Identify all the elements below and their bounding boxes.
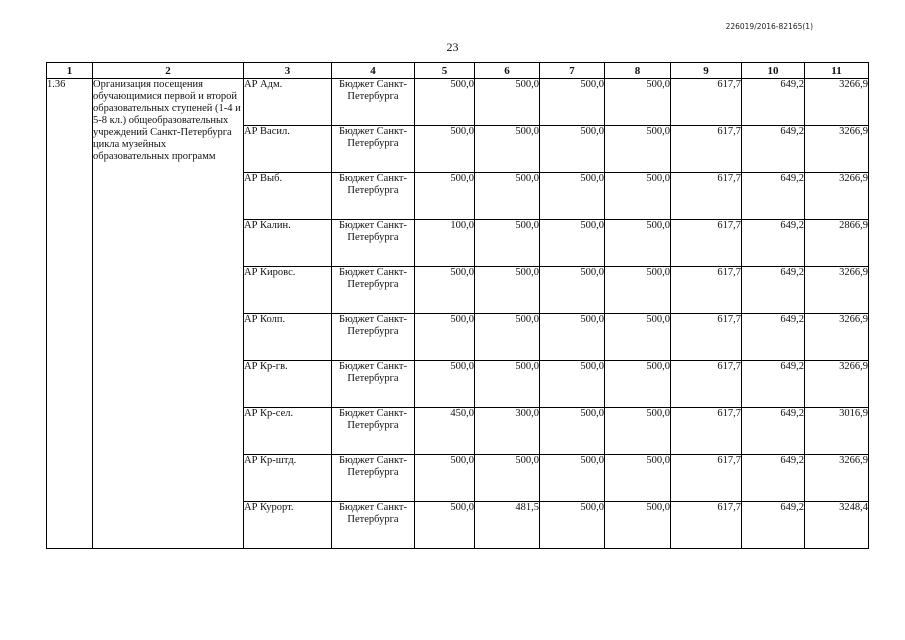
table-row <box>47 79 869 126</box>
value-col-10: 649,2 <box>742 314 805 361</box>
value-col-11-total: 3266,9 <box>805 455 869 502</box>
item-description: Организация посещения обучающимися первой и второй образовательных ступеней (1-4 и 5-8 кл.) общеобразовательных учреждений Санкт-Петербурга цикла музейных образовательных программ <box>93 79 244 549</box>
column-header-1: 1 <box>47 63 93 79</box>
column-header-5: 5 <box>415 63 475 79</box>
org-cell: АР Кр-штд. <box>244 455 332 502</box>
value-col-8: 500,0 <box>605 361 671 408</box>
value-col-9: 617,7 <box>671 314 742 361</box>
source-cell: Бюджет Санкт-Петербурга <box>332 455 415 502</box>
value-col-7: 500,0 <box>540 79 605 126</box>
value-col-9: 617,7 <box>671 79 742 126</box>
value-col-8: 500,0 <box>605 126 671 173</box>
value-col-5: 100,0 <box>415 220 475 267</box>
value-col-6: 500,0 <box>475 79 540 126</box>
value-col-10: 649,2 <box>742 220 805 267</box>
source-cell: Бюджет Санкт-Петербурга <box>332 79 415 126</box>
value-col-6: 500,0 <box>475 173 540 220</box>
value-col-9: 617,7 <box>671 455 742 502</box>
value-col-11-total: 3266,9 <box>805 79 869 126</box>
value-col-9: 617,7 <box>671 126 742 173</box>
value-col-5: 500,0 <box>415 173 475 220</box>
value-col-11-total: 3266,9 <box>805 126 869 173</box>
item-number: 1.36 <box>47 79 93 549</box>
value-col-11-total: 3016,9 <box>805 408 869 455</box>
value-col-10: 649,2 <box>742 361 805 408</box>
column-header-9: 9 <box>671 63 742 79</box>
source-cell: Бюджет Санкт-Петербурга <box>332 408 415 455</box>
column-header-7: 7 <box>540 63 605 79</box>
value-col-11-total: 2866,9 <box>805 220 869 267</box>
value-col-6: 481,5 <box>475 502 540 549</box>
source-cell: Бюджет Санкт-Петербурга <box>332 220 415 267</box>
value-col-6: 300,0 <box>475 408 540 455</box>
source-cell: Бюджет Санкт-Петербурга <box>332 314 415 361</box>
org-cell: АР Васил. <box>244 126 332 173</box>
column-header-6: 6 <box>475 63 540 79</box>
value-col-10: 649,2 <box>742 79 805 126</box>
value-col-8: 500,0 <box>605 455 671 502</box>
value-col-5: 500,0 <box>415 314 475 361</box>
value-col-9: 617,7 <box>671 361 742 408</box>
value-col-5: 500,0 <box>415 126 475 173</box>
value-col-10: 649,2 <box>742 126 805 173</box>
value-col-10: 649,2 <box>742 502 805 549</box>
value-col-6: 500,0 <box>475 314 540 361</box>
value-col-7: 500,0 <box>540 173 605 220</box>
source-cell: Бюджет Санкт-Петербурга <box>332 361 415 408</box>
value-col-5: 500,0 <box>415 267 475 314</box>
value-col-5: 450,0 <box>415 408 475 455</box>
org-cell: АР Кр-сел. <box>244 408 332 455</box>
value-col-8: 500,0 <box>605 173 671 220</box>
value-col-5: 500,0 <box>415 502 475 549</box>
value-col-10: 649,2 <box>742 455 805 502</box>
value-col-11-total: 3266,9 <box>805 314 869 361</box>
value-col-9: 617,7 <box>671 173 742 220</box>
value-col-10: 649,2 <box>742 408 805 455</box>
value-col-11-total: 3266,9 <box>805 361 869 408</box>
value-col-7: 500,0 <box>540 314 605 361</box>
value-col-8: 500,0 <box>605 267 671 314</box>
source-cell: Бюджет Санкт-Петербурга <box>332 502 415 549</box>
value-col-8: 500,0 <box>605 220 671 267</box>
value-col-8: 500,0 <box>605 502 671 549</box>
value-col-10: 649,2 <box>742 173 805 220</box>
value-col-7: 500,0 <box>540 267 605 314</box>
value-col-11-total: 3248,4 <box>805 502 869 549</box>
value-col-6: 500,0 <box>475 126 540 173</box>
value-col-7: 500,0 <box>540 408 605 455</box>
value-col-8: 500,0 <box>605 79 671 126</box>
source-cell: Бюджет Санкт-Петербурга <box>332 267 415 314</box>
value-col-11-total: 3266,9 <box>805 267 869 314</box>
column-header-10: 10 <box>742 63 805 79</box>
org-cell: АР Кировс. <box>244 267 332 314</box>
page-number: 23 <box>446 40 459 54</box>
value-col-8: 500,0 <box>605 408 671 455</box>
value-col-9: 617,7 <box>671 267 742 314</box>
budget-table <box>46 62 869 549</box>
value-col-11-total: 3266,9 <box>805 173 869 220</box>
column-header-2: 2 <box>93 63 244 79</box>
org-cell: АР Кр-гв. <box>244 361 332 408</box>
org-cell: АР Калин. <box>244 220 332 267</box>
value-col-6: 500,0 <box>475 220 540 267</box>
org-cell: АР Курорт. <box>244 502 332 549</box>
source-cell: Бюджет Санкт-Петербурга <box>332 173 415 220</box>
column-header-8: 8 <box>605 63 671 79</box>
value-col-6: 500,0 <box>475 267 540 314</box>
org-cell: АР Выб. <box>244 173 332 220</box>
value-col-7: 500,0 <box>540 220 605 267</box>
column-header-11: 11 <box>805 63 869 79</box>
value-col-7: 500,0 <box>540 126 605 173</box>
value-col-6: 500,0 <box>475 361 540 408</box>
value-col-5: 500,0 <box>415 79 475 126</box>
column-header-3: 3 <box>244 63 332 79</box>
value-col-6: 500,0 <box>475 455 540 502</box>
value-col-8: 500,0 <box>605 314 671 361</box>
source-cell: Бюджет Санкт-Петербурга <box>332 126 415 173</box>
value-col-10: 649,2 <box>742 267 805 314</box>
value-col-7: 500,0 <box>540 455 605 502</box>
org-cell: АР Адм. <box>244 79 332 126</box>
column-header-4: 4 <box>332 63 415 79</box>
value-col-7: 500,0 <box>540 361 605 408</box>
header-row <box>47 63 869 79</box>
document-id: 226019/2016-82165(1) <box>725 22 813 31</box>
value-col-5: 500,0 <box>415 455 475 502</box>
org-cell: АР Колп. <box>244 314 332 361</box>
value-col-7: 500,0 <box>540 502 605 549</box>
value-col-9: 617,7 <box>671 502 742 549</box>
value-col-9: 617,7 <box>671 220 742 267</box>
value-col-9: 617,7 <box>671 408 742 455</box>
value-col-5: 500,0 <box>415 361 475 408</box>
